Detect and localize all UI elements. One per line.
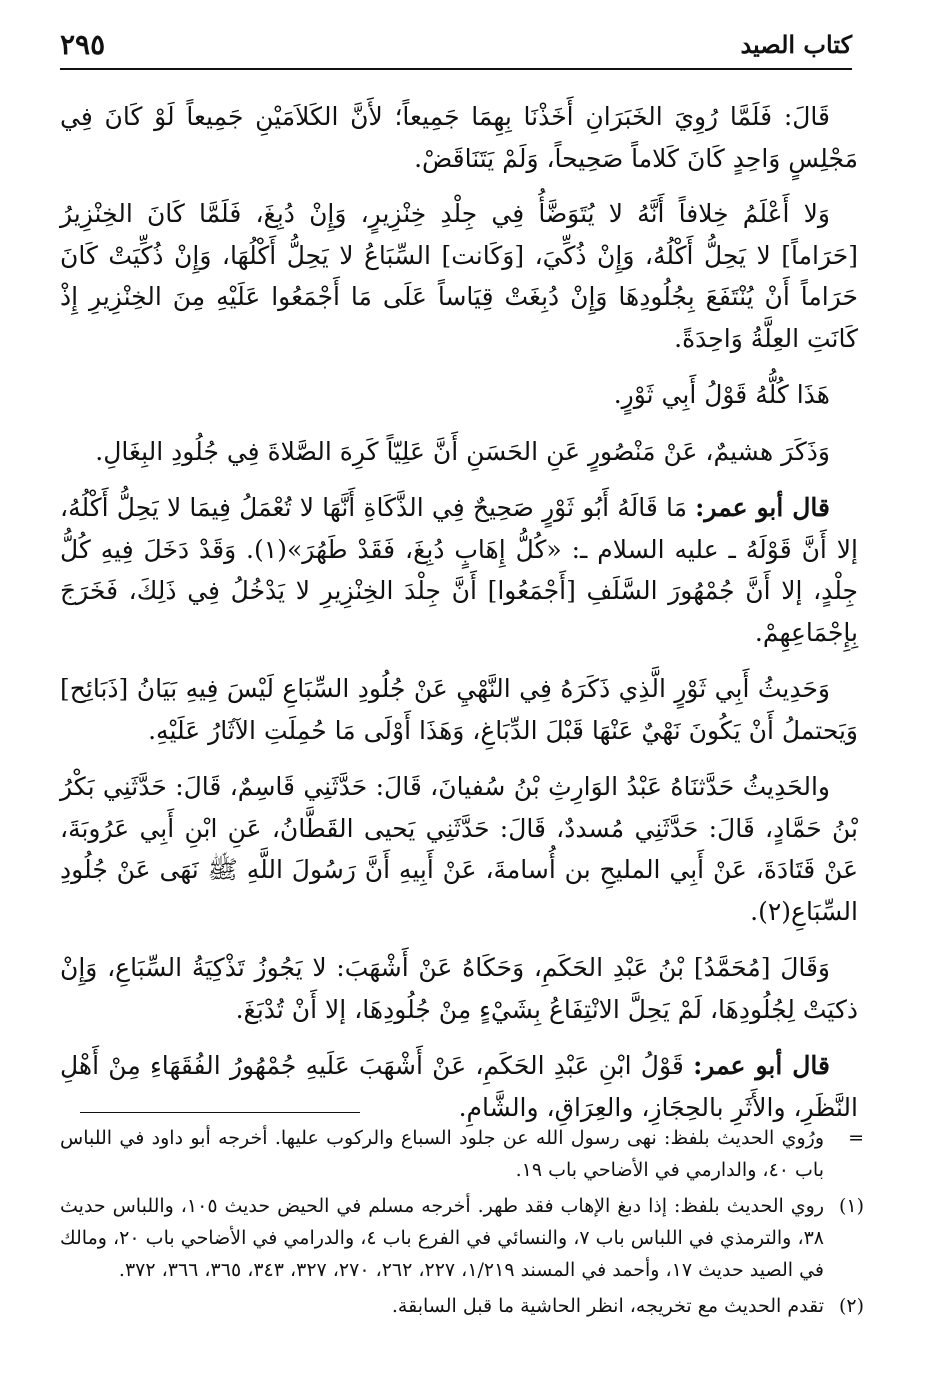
page-header [60, 28, 852, 70]
footnote-1: (١) روي الحديث بلفظ: إذا دبغ الإهاب فقد طهر. أخرجه مسلم في الحيض حديث ١٠٥، واللباس حديث ٣٨، والترمذي في اللباس باب ٧، والنسائي في الفرع باب ٤، والدرامي في الأضاحي باب ٢٠، ومالك في الصيد حديث ١٧، وأحمد في المسند ١/٢١٩، ٢٢٧، ٢٦٢، ٢٧٠، ٣٢٧، ٣٤٣، ٣٦٥، ٣٦٦، ٣٧٢. [60, 1195, 864, 1281]
paragraph-isnad: والحَدِيثُ حَدَّثنَاهُ عَبْدُ الوَارِثِ بْنُ سُفيانَ، قَالَ: حَدَّثَنِي قَاسِمٌ، قَالَ: حَدَّثَنِي بَكْرُ بْنُ حَمَّادٍ، قَالَ: حَدَّثَنِي مُسددٌ، قَالَ: حَدَّثَنِي يَحيى القَطَّانُ، عَنِ ابْنِ أَبِي عَرُوبَةَ، عَنْ قَتَادَةَ، عَنْ أَبِي المليحِ بن أُسامةَ، عَنْ أَبِيهِ أَنَّ رَسُولَ اللَّهِ ﷺ نَهَى عَنْ جُلُودِ السِّبَاعِ(٢). [60, 772, 858, 926]
footnotes [60, 1122, 864, 1326]
page-number: ٢٩٥ [60, 28, 106, 61]
paragraph: وَحَدِيثُ أَبِي ثَوْرٍ الَّذِي ذَكَرَهُ فِي النَّهْيِ عَنْ جُلُودِ السِّبَاعِ لَيْسَ فِيهِ بَيَانُ [ذَبَائِح] وَيَحتملُ أَنْ يَكُونَ نَهْيٌ عَنْهَا قَبْلَ الدِّبَاغِ، وَهَذَا أَوْلَى مَا حُمِلَتِ الآثَارُ عَلَيْهِ. [60, 674, 858, 745]
footnote-2: (٢) تقدم الحديث مع تخريجه، انظر الحاشية ما قبل السابقة. [391, 1295, 864, 1317]
paragraph: وَذَكَرَ هشيمٌ، عَنْ مَنْصُورٍ عَنِ الحَسَنِ أَنَّ عَلِيّاً كَرِهَ الصَّلاةَ فِي جُلُودِ البِغَالِ. [95, 436, 830, 466]
paragraph-abu-umar-1: قال أبو عمر: مَا قَالَهُ أَبُو ثَوْرٍ صَحِيحٌ فِي الذَّكَاةِ أَنَّهَا لا تُعْمَلُ فِيمَا لا يَحِلُّ أَكْلُهُ، إلا أَنَّ قَوْلَهُ ـ عليه السلام ـ: «كُلُّ إِهَابٍ دُبِغَ، فَقَدْ طَهُرَ»(١). وَقَدْ دَخَلَ فِيهِ كُلُّ جِلْدٍ، إلا أَنَّ جُمْهُورَ السَّلَفِ [أَجْمَعُوا] أَنَّ جِلْدَ الخِنْزِيرِ لا يَدْخُلُ فِي ذَلِكَ، فَخَرَجَ بِإِجْمَاعِهِمْ. [60, 493, 858, 647]
paragraph-abu-umar-2: قال أبو عمر: قَوْلُ ابْنِ عَبْدِ الحَكَمِ، عَنْ أَشْهَبَ عَلَيهِ جُمْهُورُ الفُقَهَاءِ مِنْ أَهْلِ النَّظَرِ، والأَثَرِ بالحِجَازِ، والعِرَاقِ، والشَّامِ. [60, 1051, 858, 1122]
footnote-separator [80, 1112, 360, 1113]
paragraph: وَلا أَعْلَمُ خِلافاً أَنَّهُ لا يُتَوَضَّأُ فِي جِلْدِ خِنْزِيرٍ، وَإِنْ دُبِغَ، فَلَمَّا كَانَ الخِنْزِيرُ [حَرَاماً] لا يَحِلُّ أَكْلُهُ، وَإِنْ ذُكِّيَ، [وَكَانت] السِّبَاعُ لا يَحِلُّ أَكْلُهَا، وَإِنْ ذُكِّيَتْ كَانَ حَرَاماً أَنْ يُنْتَفَعَ بِجُلُودِهَا وَإِنْ دُبِغَتْ قِيَاساً عَلَى مَا أَجْمَعُوا عَلَيْهِ مِنَ الخِنْزِيرِ إِذْ كَانَتِ العِلَّةُ وَاحِدَةً. [60, 199, 858, 353]
speaker-label: قال أبو عمر: [693, 1051, 830, 1080]
paragraph: هَذَا كُلُّهُ قَوْلُ أَبِي ثَوْرٍ. [613, 380, 830, 409]
paragraph: قَالَ: فَلَمَّا رُوِيَ الخَبَرَانِ أَخَذْنَا بِهِمَا جَمِيعاً؛ لأَنَّ الكَلاَمَيْنِ جَمِيعاً لَوْ كَانَ فِي مَجْلِسٍ وَاحِدٍ كَانَ كَلاماً صَحِيحاً، وَلَمْ يَتَنَاقَضْ. [60, 102, 858, 173]
footnote-continuation: = ورُوي الحديث بلفظ: نهى رسول الله عن جلود السباع والركوب عليها. أخرجه أبو داود في اللباس باب ٤٠، والدارمي في الأضاحي باب ١٩. [60, 1127, 864, 1181]
main-text [60, 96, 858, 1143]
paragraph: وَقَالَ [مُحَمَّدُ] بْنُ عَبْدِ الحَكَمِ، وَحَكَاهُ عَنْ أَشْهَبَ: لا يَجُوزُ تَذْكِيَةُ السِّبَاعِ، وَإِنْ ذكيَتْ لِجُلُودِهَا، لَمْ يَحِلَّ الانْتِفَاعُ بِشَيْءٍ مِنْ جُلُودِهَا، إلا أَنْ تُدْبَغَ. [60, 953, 858, 1024]
running-title: كتاب الصيد [740, 30, 852, 59]
speaker-label: قال أبو عمر: [695, 493, 830, 522]
